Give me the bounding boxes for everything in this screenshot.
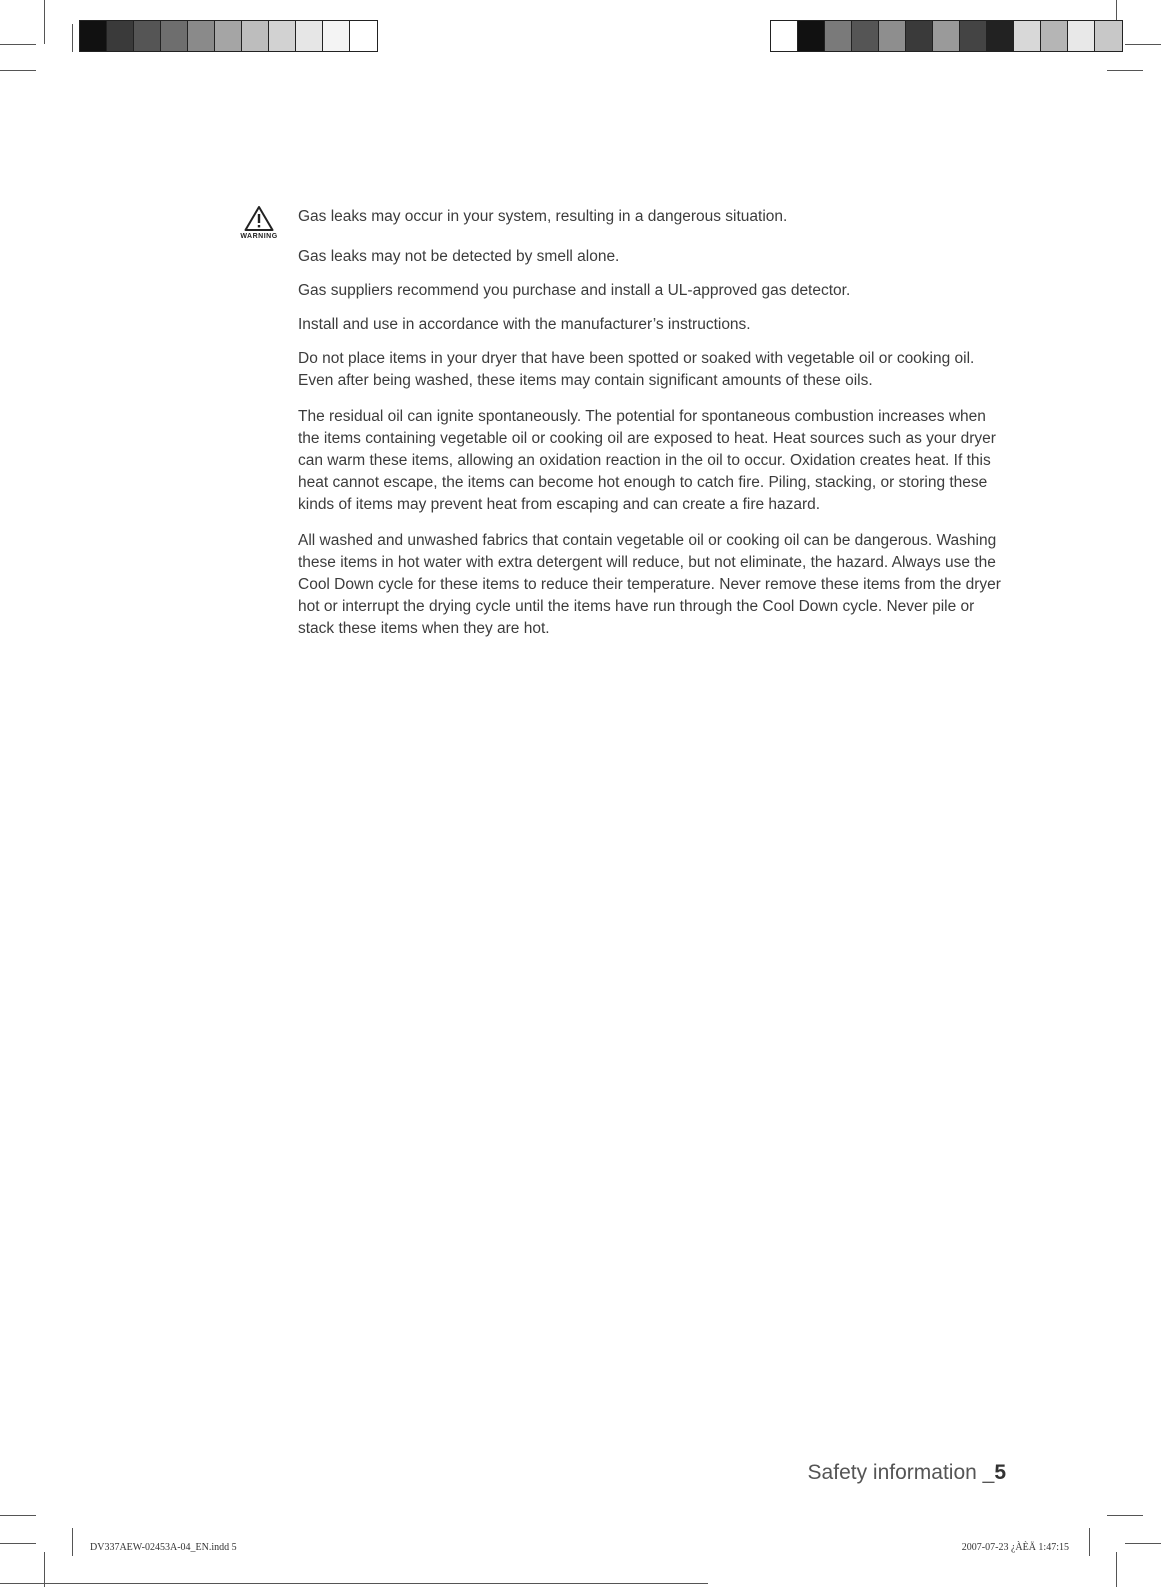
- color-swatch: [987, 21, 1014, 51]
- crop-mark: [0, 44, 36, 45]
- page-footer-title: [808, 1461, 1006, 1485]
- color-swatch: [269, 21, 296, 51]
- color-swatch: [323, 21, 350, 51]
- paragraph: Gas leaks may occur in your system, resulting in a dangerous situation.: [298, 208, 788, 225]
- crop-mark: [72, 1528, 73, 1556]
- color-swatch: [960, 21, 987, 51]
- paragraph: Do not place items in your dryer that have been spotted or soaked with vegetable oil or cooking oil. Even after being washed, these items may contain significant amounts of these oils.: [298, 350, 975, 389]
- color-swatch: [350, 21, 377, 51]
- warning-text: [298, 206, 1010, 654]
- color-swatch: [798, 21, 825, 51]
- color-swatch: [1068, 21, 1095, 51]
- color-swatch: [852, 21, 879, 51]
- crop-mark: [1089, 1528, 1090, 1556]
- color-swatch: [80, 21, 107, 51]
- crop-mark: [1107, 70, 1143, 71]
- crop-mark: [1125, 1543, 1161, 1544]
- color-swatch: [161, 21, 188, 51]
- color-swatch: [933, 21, 960, 51]
- color-swatch: [771, 21, 798, 51]
- paragraph: The residual oil can ignite spontaneously. The potential for spontaneous combustion increases when the items containing vegetable oil or cooking oil are exposed to heat. Heat sources such as your dryer can warm these items, allowing an oxidation reaction in the oil to occur. Oxidation creates heat. If this heat cannot escape, the items can become hot enough to catch fire. Piling, stacking, or storing these kinds of items may prevent heat from escaping and can create a fire hazard.: [298, 408, 996, 513]
- color-bar-left: [79, 20, 378, 52]
- crop-mark: [1116, 1552, 1117, 1587]
- section-name: Safety information _: [807, 1461, 995, 1484]
- warning-block: [229, 205, 289, 240]
- color-swatch: [1041, 21, 1068, 51]
- file-slug: DV337AEW-02453A-04_EN.indd 5: [90, 1542, 237, 1553]
- color-swatch: [188, 21, 215, 51]
- color-swatch: [242, 21, 269, 51]
- crop-mark: [72, 24, 73, 52]
- color-swatch: [296, 21, 323, 51]
- crop-mark: [0, 1515, 36, 1516]
- page-number: 5: [994, 1461, 1006, 1484]
- crop-mark: [1125, 44, 1161, 45]
- crop-mark: [44, 1552, 45, 1587]
- date-slug: 2007-07-23 ¿ÀÈÄ 1:47:15: [961, 1542, 1069, 1553]
- color-swatch: [1014, 21, 1041, 51]
- paragraph: Gas leaks may not be detected by smell alone.: [298, 248, 620, 265]
- crop-mark: [1107, 1515, 1143, 1516]
- paragraph: Install and use in accordance with the manufacturer’s instructions.: [298, 316, 751, 333]
- color-bar-right: [770, 20, 1123, 52]
- color-swatch: [906, 21, 933, 51]
- color-swatch: [879, 21, 906, 51]
- crop-mark: [0, 70, 36, 71]
- color-swatch: [825, 21, 852, 51]
- crop-mark: [44, 0, 45, 44]
- bottom-rule: [0, 1583, 708, 1584]
- color-swatch: [134, 21, 161, 51]
- warning-triangle-icon: [244, 205, 274, 232]
- warning-label: WARNING: [240, 233, 278, 240]
- color-swatch: [215, 21, 242, 51]
- color-swatch: [107, 21, 134, 51]
- crop-mark: [0, 1543, 36, 1544]
- paragraph: All washed and unwashed fabrics that contain vegetable oil or cooking oil can be dangerous. Washing these items in hot water with extra detergent will reduce, but not eliminate, the hazard. Always use the Cool Down cycle for these items to reduce their temperature. Never remove these items from the dryer hot or interrupt the drying cycle until the items have run through the Cool Down cycle. Never pile or stack these items when they are hot.: [298, 532, 1001, 637]
- paragraph: Gas suppliers recommend you purchase and install a UL-approved gas detector.: [298, 282, 851, 299]
- color-swatch: [1095, 21, 1122, 51]
